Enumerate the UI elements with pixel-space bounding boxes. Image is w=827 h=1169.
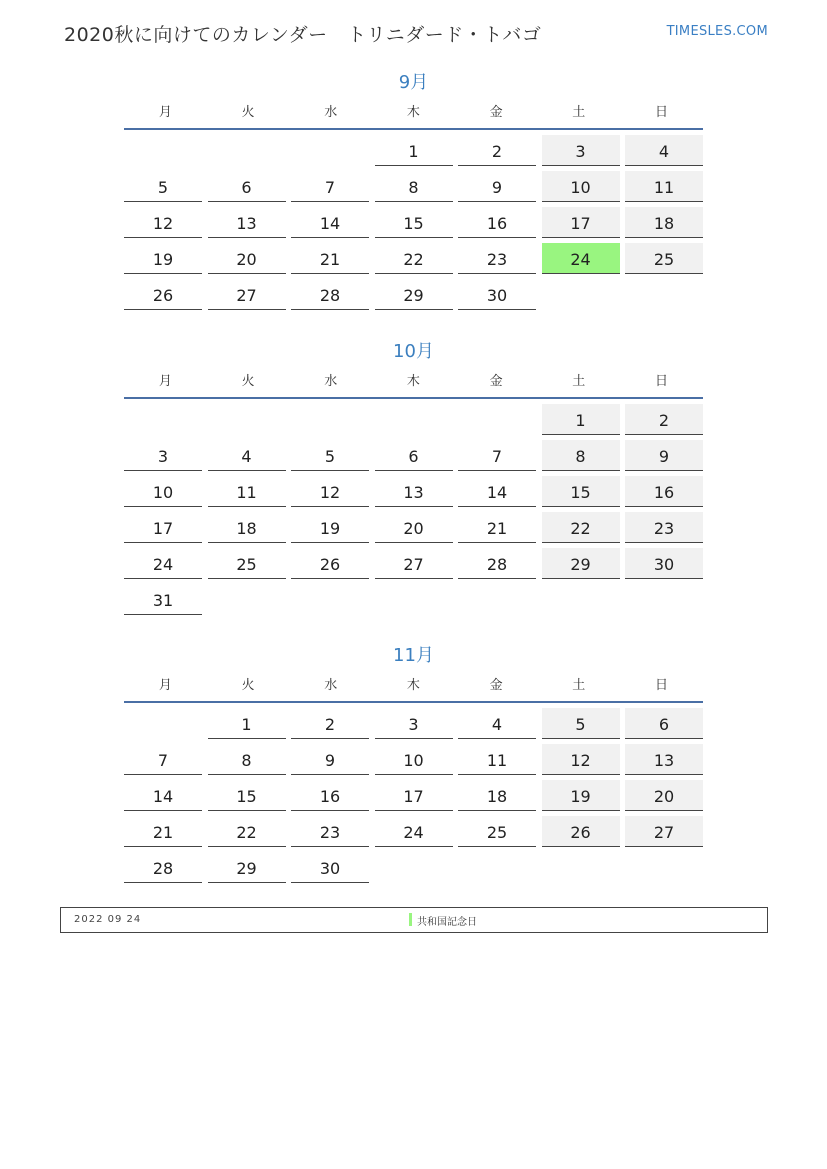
day-cell: 2 — [625, 404, 703, 435]
day-cell: 10 — [542, 171, 620, 202]
week-row — [124, 135, 703, 166]
week-row — [124, 512, 703, 543]
empty-cell — [542, 279, 620, 310]
day-cell: 14 — [458, 476, 536, 507]
empty-cell — [458, 584, 536, 615]
day-cell: 19 — [124, 243, 202, 274]
month-september — [124, 68, 703, 315]
day-cell: 13 — [625, 744, 703, 775]
day-cell: 20 — [208, 243, 286, 274]
weekday-label: 水 — [324, 374, 338, 389]
holiday-name: 共和国記念日 — [417, 917, 477, 928]
day-cell: 25 — [625, 243, 703, 274]
day-cell: 18 — [625, 207, 703, 238]
day-cell: 7 — [124, 744, 202, 775]
day-cell: 1 — [375, 135, 453, 166]
holiday-cell: 24 — [542, 243, 620, 274]
weekday-label: 土 — [572, 678, 586, 693]
week-grid — [124, 130, 703, 310]
day-cell: 11 — [208, 476, 286, 507]
empty-cell — [124, 404, 202, 435]
weekday-label: 日 — [654, 678, 668, 693]
weekday-label: 月 — [158, 374, 172, 389]
weekday-header — [124, 98, 703, 130]
weekday-label: 木 — [406, 678, 420, 693]
day-cell: 8 — [542, 440, 620, 471]
day-cell: 2 — [458, 135, 536, 166]
month-november — [124, 641, 703, 888]
day-cell: 28 — [458, 548, 536, 579]
day-cell: 11 — [458, 744, 536, 775]
weekday-label: 水 — [324, 678, 338, 693]
day-cell: 20 — [375, 512, 453, 543]
day-cell: 9 — [625, 440, 703, 471]
day-cell: 15 — [208, 780, 286, 811]
day-cell: 19 — [291, 512, 369, 543]
day-cell: 4 — [458, 708, 536, 739]
week-row — [124, 548, 703, 579]
day-cell: 16 — [625, 476, 703, 507]
week-row — [124, 171, 703, 202]
day-cell: 5 — [124, 171, 202, 202]
empty-cell — [124, 135, 202, 166]
day-cell: 9 — [291, 744, 369, 775]
weekday-label: 金 — [489, 678, 503, 693]
weekday-label: 月 — [158, 678, 172, 693]
week-row — [124, 404, 703, 435]
week-row — [124, 744, 703, 775]
day-cell: 10 — [375, 744, 453, 775]
week-row — [124, 476, 703, 507]
weekday-label: 土 — [572, 374, 586, 389]
month-title: 11月 — [393, 645, 434, 666]
day-cell: 17 — [542, 207, 620, 238]
day-cell: 5 — [542, 708, 620, 739]
day-cell: 22 — [208, 816, 286, 847]
month-title: 10月 — [393, 341, 434, 362]
day-cell: 7 — [291, 171, 369, 202]
day-cell: 3 — [124, 440, 202, 471]
day-cell: 4 — [625, 135, 703, 166]
week-row — [124, 584, 703, 615]
empty-cell — [208, 404, 286, 435]
day-cell: 29 — [375, 279, 453, 310]
day-cell: 6 — [625, 708, 703, 739]
weekday-label: 水 — [324, 105, 338, 120]
day-cell: 21 — [458, 512, 536, 543]
holiday-legend — [60, 907, 768, 933]
day-cell: 24 — [124, 548, 202, 579]
day-cell: 29 — [542, 548, 620, 579]
day-cell: 9 — [458, 171, 536, 202]
day-cell: 7 — [458, 440, 536, 471]
day-cell: 13 — [375, 476, 453, 507]
day-cell: 23 — [291, 816, 369, 847]
empty-cell — [291, 135, 369, 166]
day-cell: 6 — [375, 440, 453, 471]
day-cell: 15 — [375, 207, 453, 238]
day-cell: 25 — [458, 816, 536, 847]
day-cell: 8 — [208, 744, 286, 775]
empty-cell — [375, 852, 453, 883]
week-row — [124, 816, 703, 847]
empty-cell — [625, 584, 703, 615]
day-cell: 26 — [124, 279, 202, 310]
site-link[interactable]: TIMESLES.COM — [666, 24, 768, 39]
empty-cell — [375, 584, 453, 615]
day-cell: 14 — [291, 207, 369, 238]
day-cell: 10 — [124, 476, 202, 507]
weekday-header — [124, 671, 703, 703]
day-cell: 20 — [625, 780, 703, 811]
empty-cell — [208, 584, 286, 615]
week-row — [124, 852, 703, 883]
weekday-label: 日 — [654, 374, 668, 389]
holiday-color-marker — [409, 913, 412, 926]
weekday-label: 金 — [489, 374, 503, 389]
day-cell: 14 — [124, 780, 202, 811]
day-cell: 28 — [291, 279, 369, 310]
weekday-label: 月 — [158, 105, 172, 120]
day-cell: 25 — [208, 548, 286, 579]
day-cell: 26 — [542, 816, 620, 847]
day-cell: 15 — [542, 476, 620, 507]
day-cell: 21 — [291, 243, 369, 274]
day-cell: 12 — [291, 476, 369, 507]
day-cell: 30 — [458, 279, 536, 310]
day-cell: 26 — [291, 548, 369, 579]
day-cell: 13 — [208, 207, 286, 238]
day-cell: 19 — [542, 780, 620, 811]
holiday-date: 2022 09 24 — [74, 914, 142, 925]
day-cell: 8 — [375, 171, 453, 202]
day-cell: 22 — [375, 243, 453, 274]
day-cell: 21 — [124, 816, 202, 847]
day-cell: 17 — [124, 512, 202, 543]
weekday-label: 土 — [572, 105, 586, 120]
empty-cell — [124, 708, 202, 739]
page-title: 2020秋に向けてのカレンダー トリニダード・トバゴ — [64, 24, 542, 46]
day-cell: 30 — [291, 852, 369, 883]
day-cell: 1 — [208, 708, 286, 739]
day-cell: 6 — [208, 171, 286, 202]
day-cell: 2 — [291, 708, 369, 739]
day-cell: 30 — [625, 548, 703, 579]
day-cell: 28 — [124, 852, 202, 883]
day-cell: 18 — [458, 780, 536, 811]
day-cell: 18 — [208, 512, 286, 543]
weekday-label: 火 — [241, 374, 255, 389]
month-title: 9月 — [398, 72, 429, 93]
day-cell: 23 — [458, 243, 536, 274]
empty-cell — [625, 852, 703, 883]
day-cell: 3 — [375, 708, 453, 739]
week-row — [124, 279, 703, 310]
week-row — [124, 780, 703, 811]
day-cell: 11 — [625, 171, 703, 202]
weekday-header — [124, 367, 703, 399]
day-cell: 22 — [542, 512, 620, 543]
day-cell: 16 — [458, 207, 536, 238]
day-cell: 1 — [542, 404, 620, 435]
day-cell: 27 — [625, 816, 703, 847]
day-cell: 4 — [208, 440, 286, 471]
weekday-label: 日 — [654, 105, 668, 120]
day-cell: 12 — [124, 207, 202, 238]
day-cell: 27 — [375, 548, 453, 579]
day-cell: 31 — [124, 584, 202, 615]
empty-cell — [208, 135, 286, 166]
day-cell: 24 — [375, 816, 453, 847]
empty-cell — [375, 404, 453, 435]
day-cell: 17 — [375, 780, 453, 811]
day-cell: 16 — [291, 780, 369, 811]
empty-cell — [458, 852, 536, 883]
empty-cell — [291, 404, 369, 435]
week-row — [124, 708, 703, 739]
empty-cell — [542, 852, 620, 883]
empty-cell — [625, 279, 703, 310]
week-row — [124, 243, 703, 274]
day-cell: 12 — [542, 744, 620, 775]
week-row — [124, 207, 703, 238]
weekday-label: 木 — [406, 374, 420, 389]
week-grid — [124, 703, 703, 883]
day-cell: 23 — [625, 512, 703, 543]
week-row — [124, 440, 703, 471]
weekday-label: 木 — [406, 105, 420, 120]
weekday-label: 金 — [489, 105, 503, 120]
empty-cell — [458, 404, 536, 435]
empty-cell — [542, 584, 620, 615]
day-cell: 27 — [208, 279, 286, 310]
empty-cell — [291, 584, 369, 615]
day-cell: 5 — [291, 440, 369, 471]
weekday-label: 火 — [241, 105, 255, 120]
week-grid — [124, 399, 703, 615]
month-october — [124, 337, 703, 620]
weekday-label: 火 — [241, 678, 255, 693]
day-cell: 29 — [208, 852, 286, 883]
day-cell: 3 — [542, 135, 620, 166]
